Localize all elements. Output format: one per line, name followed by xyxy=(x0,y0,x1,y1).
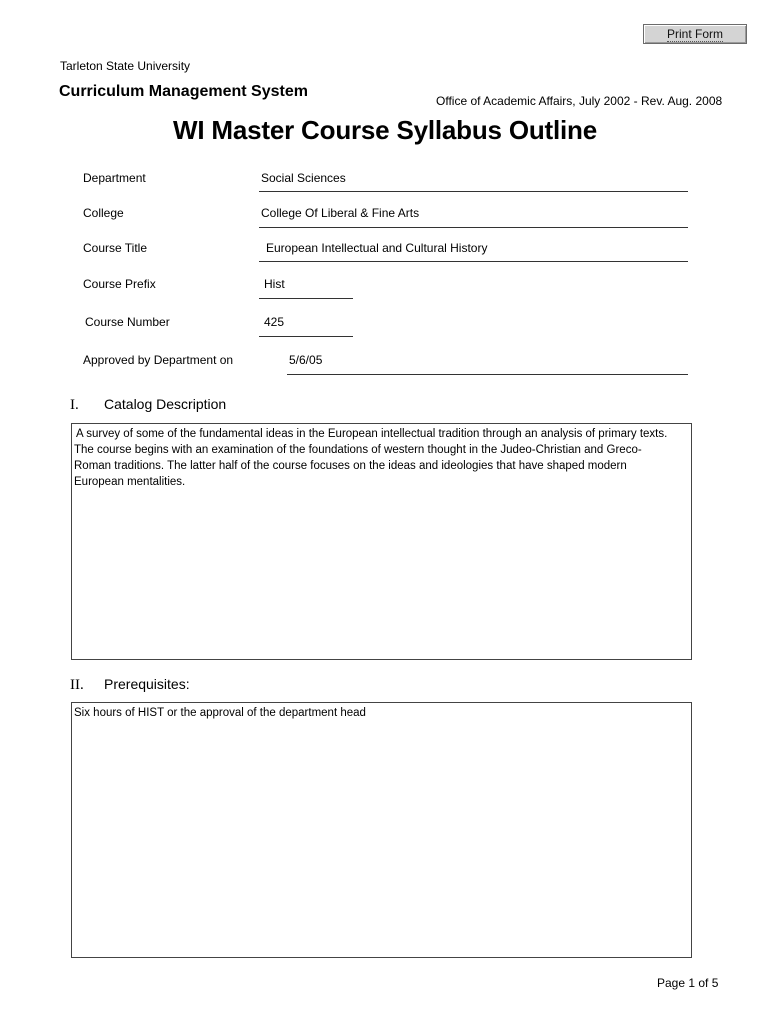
college-underline xyxy=(259,227,688,228)
office-revision: Office of Academic Affairs, July 2002 - Rev. Aug. 2008 xyxy=(436,94,723,108)
catalog-description-text xyxy=(72,424,691,490)
approved-label: Approved by Department on xyxy=(83,353,234,367)
section-number-prerequisites: II. xyxy=(70,677,84,693)
page-number: Page 1 of 5 xyxy=(657,976,719,990)
prerequisites-text: Six hours of HIST or the approval of the department head xyxy=(74,707,366,719)
approved-underline xyxy=(287,374,688,375)
page-title: WI Master Course Syllabus Outline xyxy=(173,115,597,145)
catalog-line: Roman traditions. The latter half of the course focuses on the ideas and ideologies that have shaped modern xyxy=(74,460,627,472)
college-label: College xyxy=(83,206,124,220)
section-title-catalog: Catalog Description xyxy=(104,396,227,412)
catalog-line: The course begins with an examination of the foundations of western thought in the Judeo-Christian and Greco- xyxy=(74,444,642,456)
department-label: Department xyxy=(83,171,146,185)
system-name: Curriculum Management System xyxy=(59,83,308,100)
course-prefix-label: Course Prefix xyxy=(83,277,156,291)
catalog-line: European mentalities. xyxy=(74,476,186,488)
course-title-field[interactable]: European Intellectual and Cultural History xyxy=(266,241,488,255)
department-underline xyxy=(259,191,688,192)
catalog-description-box[interactable] xyxy=(71,423,692,660)
section-number-catalog: I. xyxy=(70,397,79,413)
prerequisites-box[interactable] xyxy=(71,702,692,958)
course-prefix-underline xyxy=(259,298,353,299)
course-number-label: Course Number xyxy=(85,315,170,329)
catalog-line: A survey of some of the fundamental ideas in the European intellectual tradition through an analysis of primary texts. xyxy=(76,428,668,440)
course-number-underline xyxy=(259,336,353,337)
print-form-button[interactable] xyxy=(643,24,747,44)
college-field[interactable]: College Of Liberal & Fine Arts xyxy=(261,206,420,220)
section-title-prerequisites: Prerequisites: xyxy=(104,676,190,692)
university-name: Tarleton State University xyxy=(60,59,191,73)
department-field[interactable]: Social Sciences xyxy=(261,171,346,185)
approved-date-field[interactable]: 5/6/05 xyxy=(289,353,323,367)
print-form-label: Print Form xyxy=(666,27,723,41)
course-prefix-field[interactable]: Hist xyxy=(264,277,285,291)
course-number-field[interactable]: 425 xyxy=(264,315,285,329)
course-title-label: Course Title xyxy=(83,241,148,255)
course-title-underline xyxy=(259,261,688,262)
